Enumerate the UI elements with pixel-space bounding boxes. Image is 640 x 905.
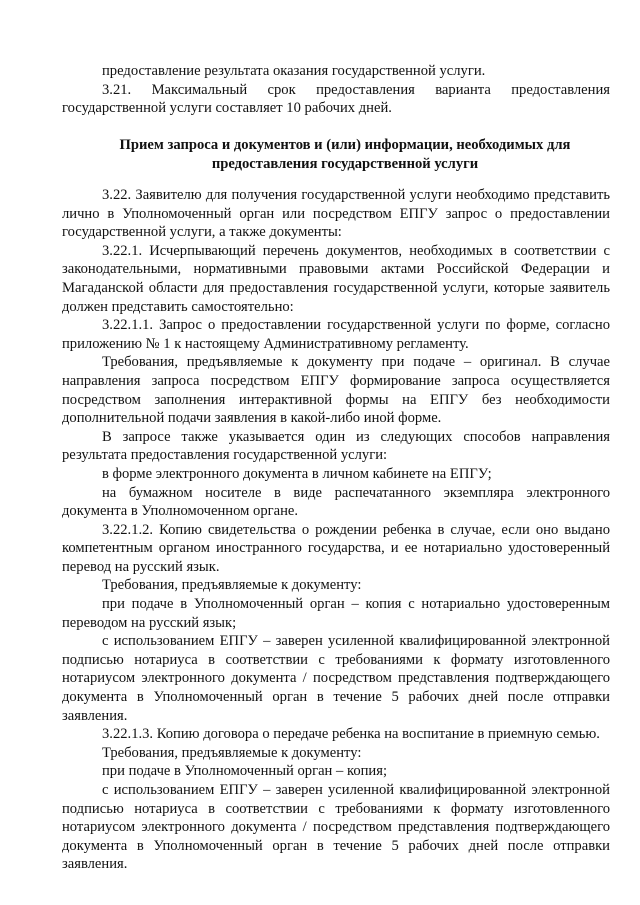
- section-heading-block: [104, 136, 586, 173]
- paragraph: 3.22.1.3. Копию договора о передаче ребенка на воспитание в приемную семью.: [102, 726, 600, 743]
- body-section: [62, 186, 610, 874]
- paragraph: Требования, предъявляемые к документу:: [102, 577, 362, 594]
- paragraph: в форме электронного документа в личном кабинете на ЕПГУ;: [102, 465, 492, 482]
- section-heading: Прием запроса и документов и (или) информации, необходимых для предоставления государственной услуги: [119, 137, 571, 172]
- top-section: [62, 62, 610, 118]
- paragraph: на бумажном носителе в виде распечатанного экземпляра электронного документа в Уполномоченном органе.: [62, 484, 610, 520]
- paragraph: с использованием ЕПГУ – заверен усиленной квалифицированной электронной подписью нотариуса в соответствии с требованиями к формату изготовленного нотариусом электронного документа / посредством представления подтверждающего документа в Уполномоченный орган в течение 5 рабочих дней после отправки заявления.: [62, 782, 610, 873]
- paragraph: В запросе также указывается один из следующих способов направления результата предоставления государственной услуги:: [62, 428, 610, 464]
- paragraph: 3.21. Максимальный срок предоставления варианта предоставления государственной услуги составляет 10 рабочих дней.: [62, 81, 610, 117]
- paragraph: 3.22.1.2. Копию свидетельства о рождении ребенка в случае, если оно выдано компетентным органом иностранного государства, и ее нотариально удостоверенный перевод на русский язык.: [62, 521, 610, 575]
- paragraph: 3.22. Заявителю для получения государственной услуги необходимо представить лично в Уполномоченный орган или посредством ЕПГУ запрос о предоставлении государственной услуги, а также документы:: [62, 187, 610, 241]
- paragraph: при подаче в Уполномоченный орган – копия;: [102, 763, 387, 780]
- paragraph: предоставление результата оказания государственной услуги.: [102, 63, 486, 79]
- paragraph: 3.22.1.1. Запрос о предоставлении государственной услуги по форме, согласно приложению № 1 к настоящему Административному регламенту.: [62, 317, 610, 352]
- paragraph: Требования, предъявляемые к документу:: [102, 744, 362, 761]
- paragraph: при подаче в Уполномоченный орган – копия с нотариально удостоверенным переводом на русский язык;: [62, 596, 610, 631]
- paragraph: 3.22.1. Исчерпывающий перечень документов, необходимых в соответствии с законодательными, нормативными правовыми актами Российской Федерации и Магаданской области для предоставления государственной услуги, которые заявитель должен представить самостоятельно:: [62, 242, 610, 315]
- paragraph: с использованием ЕПГУ – заверен усиленной квалифицированной электронной подписью нотариуса в соответствии с требованиями к формату изготовленного нотариусом электронного документа / посредством представления подтверждающего документа в Уполномоченный орган в течение 5 рабочих дней после отправки заявления.: [62, 633, 610, 724]
- paragraph: Требования, предъявляемые к документу при подаче – оригинал. В случае направления запроса посредством ЕПГУ формирование запроса осуществляется посредством заполнения интерактивной формы на ЕПГУ без необходимости дополнительной подачи заявления в какой-либо иной форме.: [62, 354, 610, 427]
